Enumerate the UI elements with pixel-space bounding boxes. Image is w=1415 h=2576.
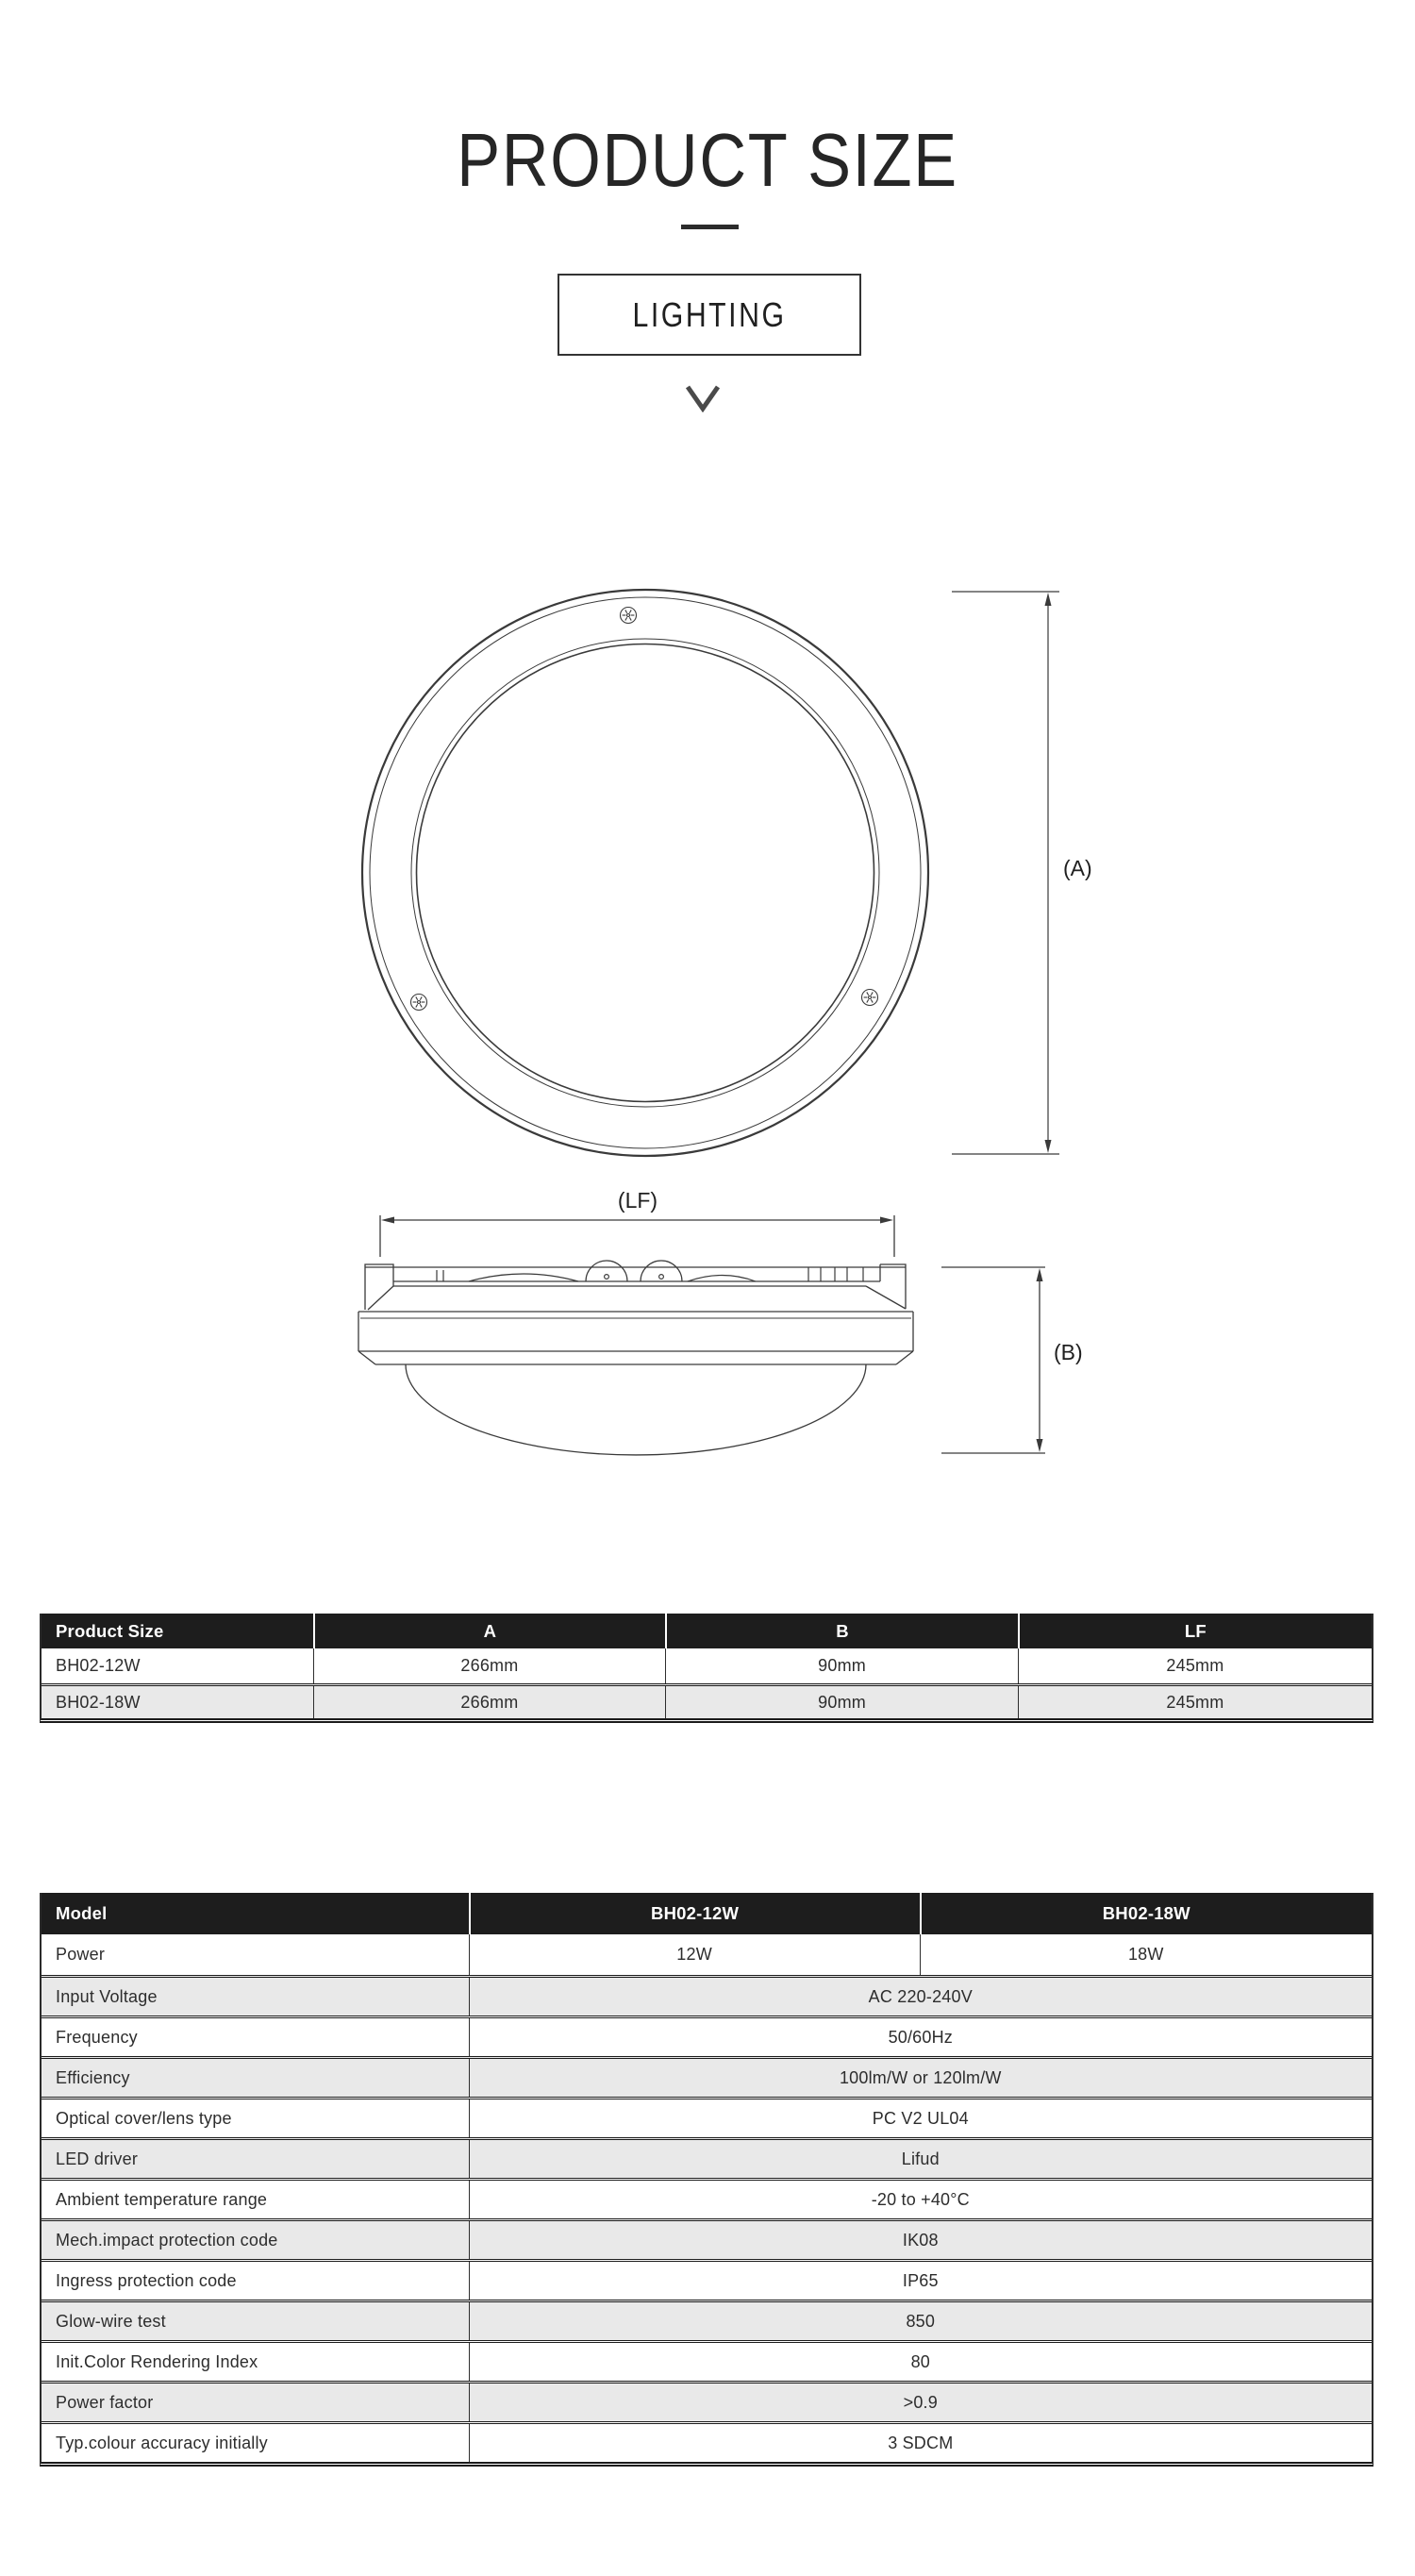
spec-label: Efficiency <box>56 2067 130 2087</box>
model-cell: BH02-12W <box>56 1656 141 1675</box>
dim-a-cell: 266mm <box>313 1648 666 1683</box>
spec-value: >0.9 <box>469 2384 1372 2421</box>
size-table-header-row <box>42 1614 1372 1648</box>
table-row <box>42 2421 1372 2462</box>
screw-icon <box>621 608 637 624</box>
spec-label: Ambient temperature range <box>56 2189 268 2209</box>
chevron-down-icon <box>685 384 721 412</box>
spec-value: 50/60Hz <box>469 2018 1372 2056</box>
spec-col-header-18w: BH02-18W <box>920 1893 1372 1934</box>
dimension-b <box>941 1267 1083 1453</box>
dim-a-cell: 266mm <box>313 1686 666 1718</box>
spec-label: Typ.colour accuracy initially <box>56 2433 268 2452</box>
title-divider <box>681 225 739 229</box>
size-col-header-b: B <box>665 1614 1018 1648</box>
dim-lf-cell: 245mm <box>1018 1648 1372 1683</box>
spec-col-header-model: Model <box>56 1903 108 1923</box>
spec-label: Ingress protection code <box>56 2270 237 2290</box>
spec-value: AC 220-240V <box>469 1978 1372 2016</box>
table-row <box>42 2097 1372 2137</box>
spec-label: Init.Color Rendering Index <box>56 2351 258 2371</box>
spec-value: Lifud <box>469 2140 1372 2178</box>
dim-b-cell: 90mm <box>665 1686 1018 1718</box>
spec-value: 80 <box>469 2343 1372 2381</box>
table-row <box>42 2016 1372 2056</box>
spec-value: IP65 <box>469 2262 1372 2300</box>
dimension-lf <box>380 1188 894 1257</box>
dimension-lf-label: (LF) <box>617 1188 658 1213</box>
table-row <box>42 2056 1372 2097</box>
table-row <box>42 2300 1372 2340</box>
table-row <box>42 2178 1372 2218</box>
model-cell: BH02-18W <box>56 1692 141 1712</box>
screw-icon <box>862 990 878 1006</box>
spec-label: Mech.impact protection code <box>56 2230 278 2250</box>
spec-table-header-row <box>42 1893 1372 1934</box>
spec-value: IK08 <box>469 2221 1372 2259</box>
dimension-a-label: (A) <box>1063 856 1092 880</box>
dimension-b-label: (B) <box>1054 1340 1083 1364</box>
diffuser-dome <box>406 1364 866 1455</box>
spec-value-12w: 12W <box>469 1934 920 1975</box>
spec-value: 850 <box>469 2302 1372 2340</box>
category-badge <box>558 274 861 356</box>
top-view-drawing <box>362 590 1092 1156</box>
category-badge-label: LIGHTING <box>632 294 787 334</box>
table-row <box>42 1648 1372 1683</box>
specification-table <box>40 1893 1373 2467</box>
table-row <box>42 2381 1372 2421</box>
page-title <box>0 118 1415 202</box>
technical-drawing <box>0 547 1415 1472</box>
spec-col-header-12w: BH02-12W <box>469 1893 920 1934</box>
dim-lf-cell: 245mm <box>1018 1686 1372 1718</box>
size-col-header-product: Product Size <box>56 1620 164 1641</box>
table-row <box>42 1934 1372 1975</box>
table-row <box>42 2259 1372 2300</box>
spec-label: Power factor <box>56 2392 154 2412</box>
size-col-header-a: A <box>313 1614 666 1648</box>
spec-value: 100lm/W or 120lm/W <box>469 2059 1372 2097</box>
spring-clips <box>437 1261 863 1281</box>
spec-label: Input Voltage <box>56 1986 158 2006</box>
spec-label: LED driver <box>56 2149 139 2168</box>
spec-label: Optical cover/lens type <box>56 2108 232 2128</box>
table-row <box>42 1975 1372 2016</box>
product-size-table <box>40 1614 1373 1723</box>
spec-value-18w: 18W <box>920 1934 1372 1975</box>
table-row <box>42 2218 1372 2259</box>
table-row <box>42 1683 1372 1718</box>
spec-value: -20 to +40°C <box>469 2181 1372 2218</box>
page-title-text: PRODUCT SIZE <box>457 118 958 202</box>
screw-icon <box>411 995 427 1011</box>
spec-value: 3 SDCM <box>469 2424 1372 2462</box>
dimension-a <box>952 592 1092 1154</box>
side-view-drawing <box>358 1188 1083 1455</box>
table-row <box>42 2340 1372 2381</box>
spec-label: Power <box>56 1945 106 1964</box>
spec-label: Glow-wire test <box>56 2311 166 2331</box>
table-row <box>42 2137 1372 2178</box>
size-col-header-lf: LF <box>1018 1614 1372 1648</box>
dim-b-cell: 90mm <box>665 1648 1018 1683</box>
spec-value: PC V2 UL04 <box>469 2099 1372 2137</box>
spec-label: Frequency <box>56 2027 138 2047</box>
